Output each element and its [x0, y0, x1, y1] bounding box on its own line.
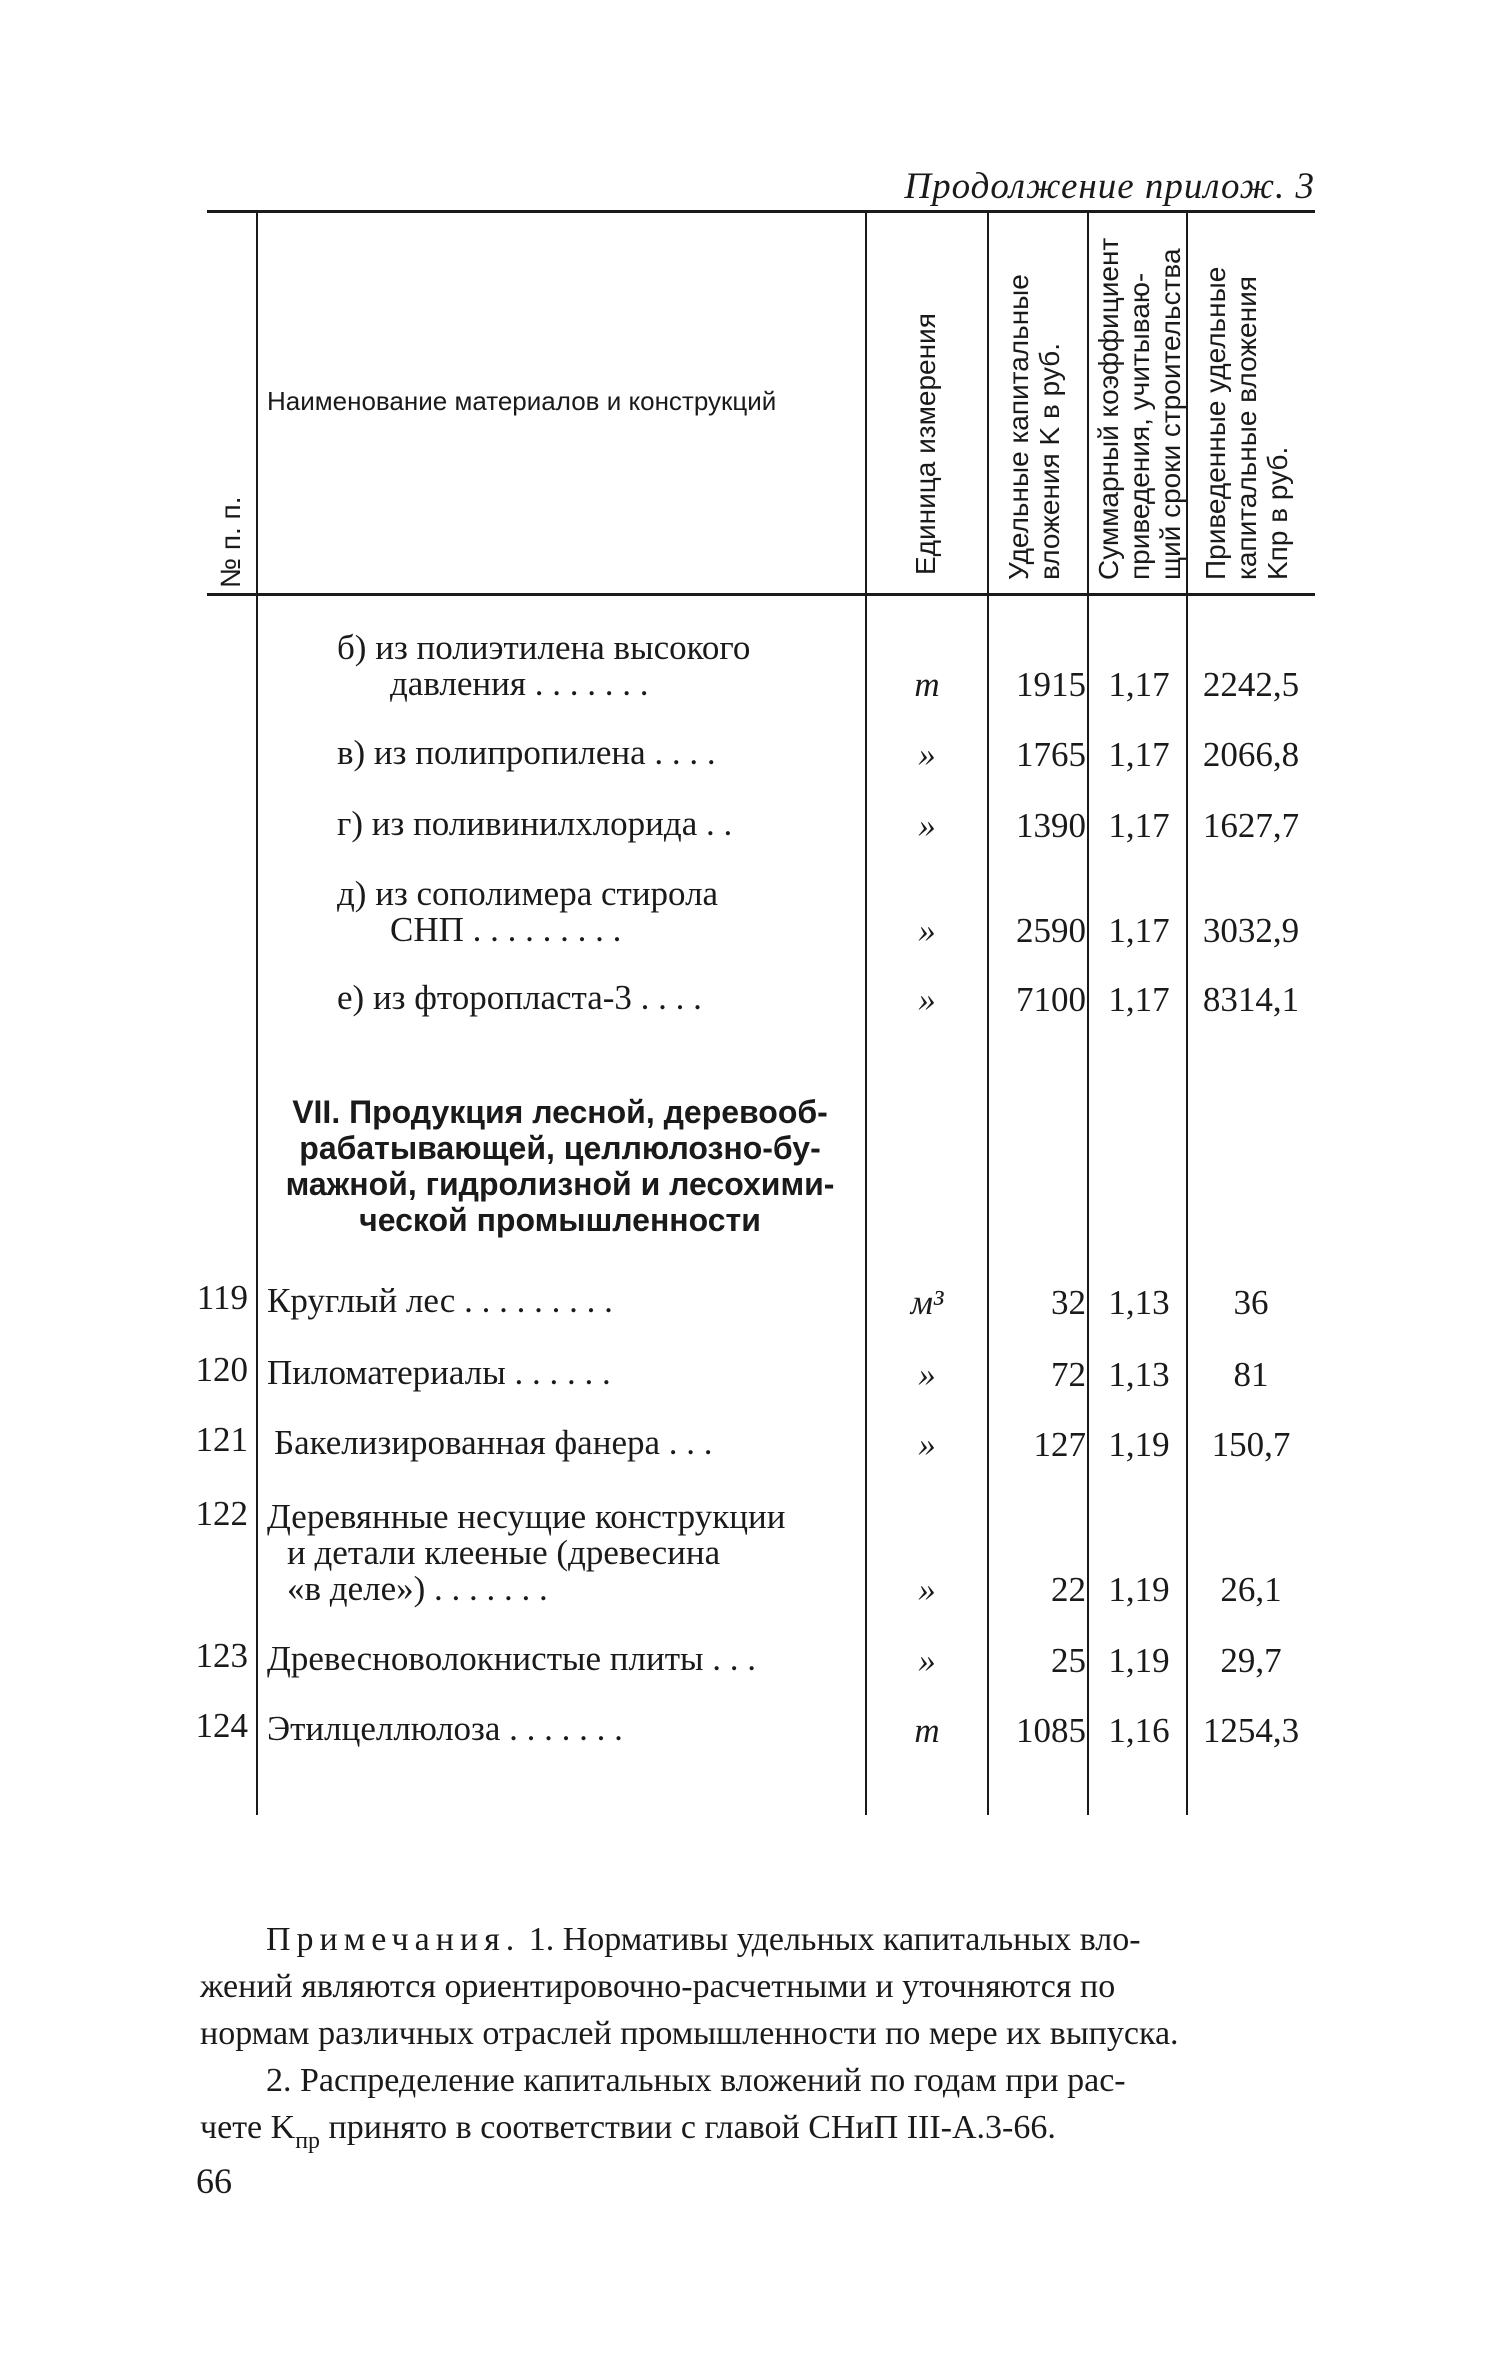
header-num: № п. п.: [215, 496, 246, 588]
table-row-coef: 1,19: [1108, 1570, 1170, 1609]
table-row-coef: 1,19: [1108, 1641, 1170, 1680]
table-row-number: 119: [196, 1278, 248, 1317]
table-row-name: б) из полиэтилена высокого давления . . . . . . .: [337, 628, 751, 703]
table-row-value: 1765: [1016, 735, 1086, 774]
table-row-number: 124: [195, 1706, 248, 1745]
table-row-value: 32: [1051, 1283, 1086, 1322]
table-row-reduced: 1254,3: [1202, 1711, 1300, 1750]
table-row-number: 122: [195, 1494, 248, 1533]
table-row-name: Этилцеллюлоза . . . . . . .: [267, 1709, 623, 1748]
table-row-value: 7100: [1016, 980, 1086, 1019]
table-row-coef: 1,17: [1108, 735, 1170, 774]
table-row-name: г) из поливинилхлорида . .: [337, 804, 733, 843]
header-capital-line-2: вложения K в руб.: [1034, 343, 1065, 580]
table-row-coef: 1,16: [1108, 1711, 1170, 1750]
header-capital: [1003, 274, 1065, 580]
table-row-name: е) из фторопласта-3 . . . .: [337, 978, 702, 1017]
table-row-name: Деревянные несущие конструкции и детали клееные (древесина «в деле») . . . . . . .: [267, 1497, 786, 1608]
continuation-title: Продолжение прилож. 3: [904, 166, 1315, 207]
table-row-unit: »: [918, 806, 936, 845]
table-row-reduced: 36: [1233, 1283, 1269, 1322]
header-coef: [1093, 238, 1186, 580]
table-row-coef: 1,13: [1108, 1283, 1170, 1322]
table-row-reduced: 1627,7: [1202, 806, 1300, 845]
col-divider-2: [865, 213, 867, 1815]
table-row-coef: 1,19: [1108, 1425, 1170, 1464]
table-row-number: 123: [195, 1636, 248, 1675]
header-unit: Единица измерения: [910, 313, 941, 575]
table-row-unit: »: [918, 1425, 936, 1464]
table-row-coef: 1,17: [1108, 980, 1170, 1019]
header-reduced-line-1: Приведенные удельные: [1200, 266, 1231, 580]
table-row-name: в) из полипропилена . . . .: [337, 733, 716, 772]
table-row-reduced: 150,7: [1211, 1425, 1291, 1464]
table-row-reduced: 8314,1: [1202, 980, 1300, 1019]
table-row-unit: »: [918, 1570, 936, 1609]
table-row-number: 120: [195, 1350, 248, 1389]
table-row-reduced: 81: [1233, 1355, 1269, 1394]
table-row-reduced: 3032,9: [1202, 911, 1300, 950]
notes-paragraph-1: Примечания. 1. Нормативы удельных капитальных вло- жений являются ориентировочно-расчетными и уточняются по нормам различных отраслей промышленности по мере их выпуска.: [200, 1921, 1179, 2052]
table-row-coef: 1,13: [1108, 1355, 1170, 1394]
notes-label: Примечания.: [266, 1921, 521, 1958]
table-row-unit: м³: [910, 1283, 944, 1322]
table-row-name: д) из сополимера стирола СНП . . . . . . . . .: [337, 874, 719, 949]
header-coef-line-1: Суммарный коэффициент: [1093, 237, 1124, 580]
table-row-value: 1085: [1016, 1711, 1086, 1750]
header-capital-line-1: Удельные капитальные: [1003, 274, 1034, 580]
table-row-unit: »: [918, 911, 936, 950]
table-row-coef: 1,17: [1108, 806, 1170, 845]
table-row-value: 1390: [1016, 806, 1086, 845]
header-name: Наименование материалов и конструкций: [267, 386, 777, 416]
table-row-value: 1915: [1016, 665, 1086, 704]
col-divider-1: [256, 213, 258, 1815]
table-row-value: 22: [1051, 1570, 1086, 1609]
table-row-unit: »: [918, 1641, 936, 1680]
table-row-unit: »: [918, 1355, 936, 1394]
table-row-unit: т: [914, 665, 940, 704]
header-reduced: [1200, 267, 1293, 580]
table-row-reduced: 2066,8: [1202, 735, 1300, 774]
header-reduced-line-3: Kпр в руб.: [1262, 446, 1293, 580]
table-row-reduced: 2242,5: [1202, 665, 1300, 704]
notes-paragraph-2: 2. Распределение капитальных вложений по годам при рас- чете $K_{пр}$ принято в соответствии с главой СНиП III-А.3-66.: [200, 2062, 1126, 2154]
page-number: 66: [196, 2161, 232, 2201]
table-row-value: 2590: [1016, 911, 1086, 950]
table-row-name: Бакелизированная фанера . . .: [274, 1423, 713, 1462]
table-top-rule: [207, 210, 1315, 213]
table-row-reduced: 26,1: [1220, 1570, 1282, 1609]
table-row-coef: 1,17: [1108, 665, 1170, 704]
col-divider-4: [1087, 213, 1089, 1815]
table-row-value: 127: [1033, 1425, 1086, 1464]
table-row-name: Круглый лес . . . . . . . . .: [267, 1281, 613, 1320]
table-row-unit: »: [918, 980, 936, 1019]
table-row-unit: т: [914, 1711, 940, 1750]
header-coef-line-2: приведения, учитываю-: [1124, 272, 1155, 580]
table-row-name: Пиломатериалы . . . . . .: [267, 1353, 611, 1392]
table-row-reduced: 29,7: [1220, 1641, 1282, 1680]
header-coef-line-3: щий сроки строительства: [1155, 248, 1186, 580]
table-row-name: Древесноволокнистые плиты . . .: [267, 1639, 757, 1678]
table-row-value: 72: [1051, 1355, 1086, 1394]
table-row-coef: 1,17: [1108, 911, 1170, 950]
table-row-unit: »: [918, 735, 936, 774]
header-bottom-rule: [207, 593, 1315, 596]
section-heading: VII. Продукция лесной, деревооб- рабатывающей, целлюлозно-бу- мажной, гидролизной и лесохими- ческой промышленности: [285, 1094, 835, 1238]
table-row-number: 121: [195, 1420, 248, 1459]
header-reduced-line-2: капитальные вложения: [1231, 276, 1262, 580]
table-row-value: 25: [1051, 1641, 1086, 1680]
